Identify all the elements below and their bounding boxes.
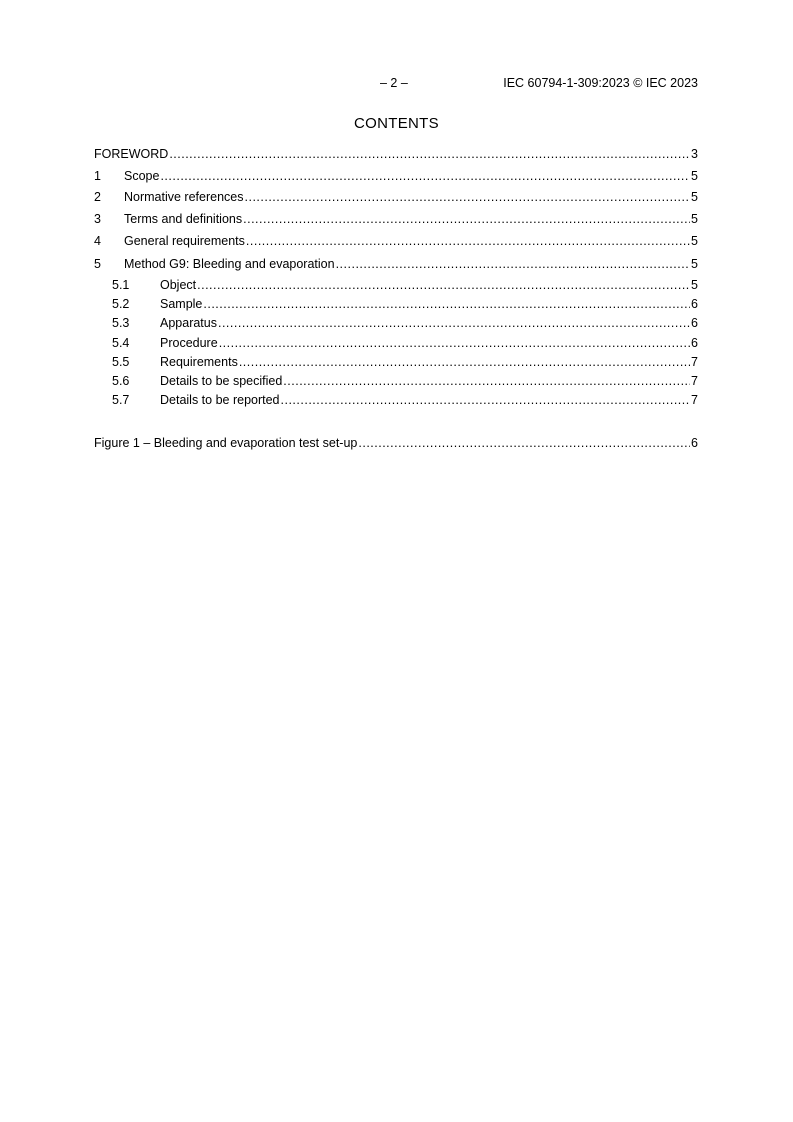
toc-entry-page: 6 — [691, 336, 698, 350]
toc-entry-title: Normative references — [124, 190, 244, 204]
dot-leader — [243, 211, 690, 227]
toc-entry-requirements[interactable] — [94, 354, 698, 370]
page-header — [94, 76, 698, 92]
dot-leader — [169, 146, 690, 162]
toc-entry-page: 7 — [691, 393, 698, 407]
toc-entry-scope[interactable] — [94, 168, 698, 184]
toc-entry-number: 4 — [94, 234, 101, 248]
toc-entry-number: 5.1 — [112, 278, 130, 292]
dot-leader — [197, 277, 690, 293]
toc-entry-number: 5.2 — [112, 297, 130, 311]
toc-entry-page: 6 — [691, 316, 698, 330]
dot-leader — [160, 168, 690, 184]
toc-entry-number: 1 — [94, 169, 101, 183]
toc-entry-title: Details to be specified — [160, 374, 283, 388]
dot-leader — [219, 335, 690, 351]
toc-entry-number: 5.4 — [112, 336, 130, 350]
dot-leader — [246, 233, 690, 249]
toc-entry-general-requirements[interactable] — [94, 233, 698, 249]
toc-entry-page: 5 — [691, 190, 698, 204]
toc-entry-page: 5 — [691, 234, 698, 248]
toc-entry-page: 5 — [691, 169, 698, 183]
toc-entry-title: General requirements — [124, 234, 245, 248]
toc-entry-title: Details to be reported — [160, 393, 280, 407]
document-identifier: IEC 60794-1-309:2023 © IEC 2023 — [503, 76, 698, 90]
contents-heading: CONTENTS — [354, 115, 439, 132]
toc-entry-number: 2 — [94, 190, 101, 204]
toc-entry-terms-and-definitions[interactable] — [94, 211, 698, 227]
toc-entry-page: 5 — [691, 278, 698, 292]
dot-leader — [239, 354, 690, 370]
toc-entry-foreword[interactable] — [94, 146, 698, 162]
toc-entry-page: 7 — [691, 374, 698, 388]
toc-entry-title: Apparatus — [160, 316, 217, 330]
toc-entry-number: 5.5 — [112, 355, 130, 369]
toc-entry-number: 5.7 — [112, 393, 130, 407]
toc-entry-number: 5.6 — [112, 374, 130, 388]
toc-entry-normative-references[interactable] — [94, 189, 698, 205]
toc-entry-number: 5.3 — [112, 316, 130, 330]
page-number: – 2 – — [380, 76, 408, 90]
toc-entry-title: Sample — [160, 297, 203, 311]
toc-entry-sample[interactable] — [94, 296, 698, 312]
dot-leader — [336, 256, 690, 272]
toc-entry-title: Terms and definitions — [124, 212, 243, 226]
dot-leader — [245, 189, 691, 205]
toc-entry-page: 6 — [691, 297, 698, 311]
toc-entry-number: 5 — [94, 257, 101, 271]
toc-entry-title: Figure 1 – Bleeding and evaporation test set-up — [94, 436, 358, 450]
dot-leader — [218, 315, 690, 331]
toc-entry-title: Scope — [124, 169, 160, 183]
toc-entry-method-g9[interactable] — [94, 256, 698, 272]
dot-leader — [281, 392, 691, 408]
toc-entry-details-reported[interactable] — [94, 392, 698, 408]
toc-entry-procedure[interactable] — [94, 335, 698, 351]
dot-leader — [203, 296, 690, 312]
toc-entry-title: FOREWORD — [94, 147, 169, 161]
dot-leader — [358, 435, 690, 451]
toc-entry-details-specified[interactable] — [94, 373, 698, 389]
toc-entry-page: 5 — [691, 257, 698, 271]
dot-leader — [283, 373, 690, 389]
toc-entry-title: Requirements — [160, 355, 238, 369]
toc-entry-title: Object — [160, 278, 197, 292]
toc-entry-page: 3 — [691, 147, 698, 161]
toc-entry-apparatus[interactable] — [94, 315, 698, 331]
toc-entry-title: Method G9: Bleeding and evaporation — [124, 257, 335, 271]
toc-entry-title: Procedure — [160, 336, 218, 350]
toc-entry-figure-1[interactable] — [94, 435, 698, 451]
toc-entry-object[interactable] — [94, 277, 698, 293]
toc-entry-page: 6 — [691, 436, 698, 450]
toc-entry-page: 5 — [691, 212, 698, 226]
toc-entry-page: 7 — [691, 355, 698, 369]
toc-entry-number: 3 — [94, 212, 101, 226]
